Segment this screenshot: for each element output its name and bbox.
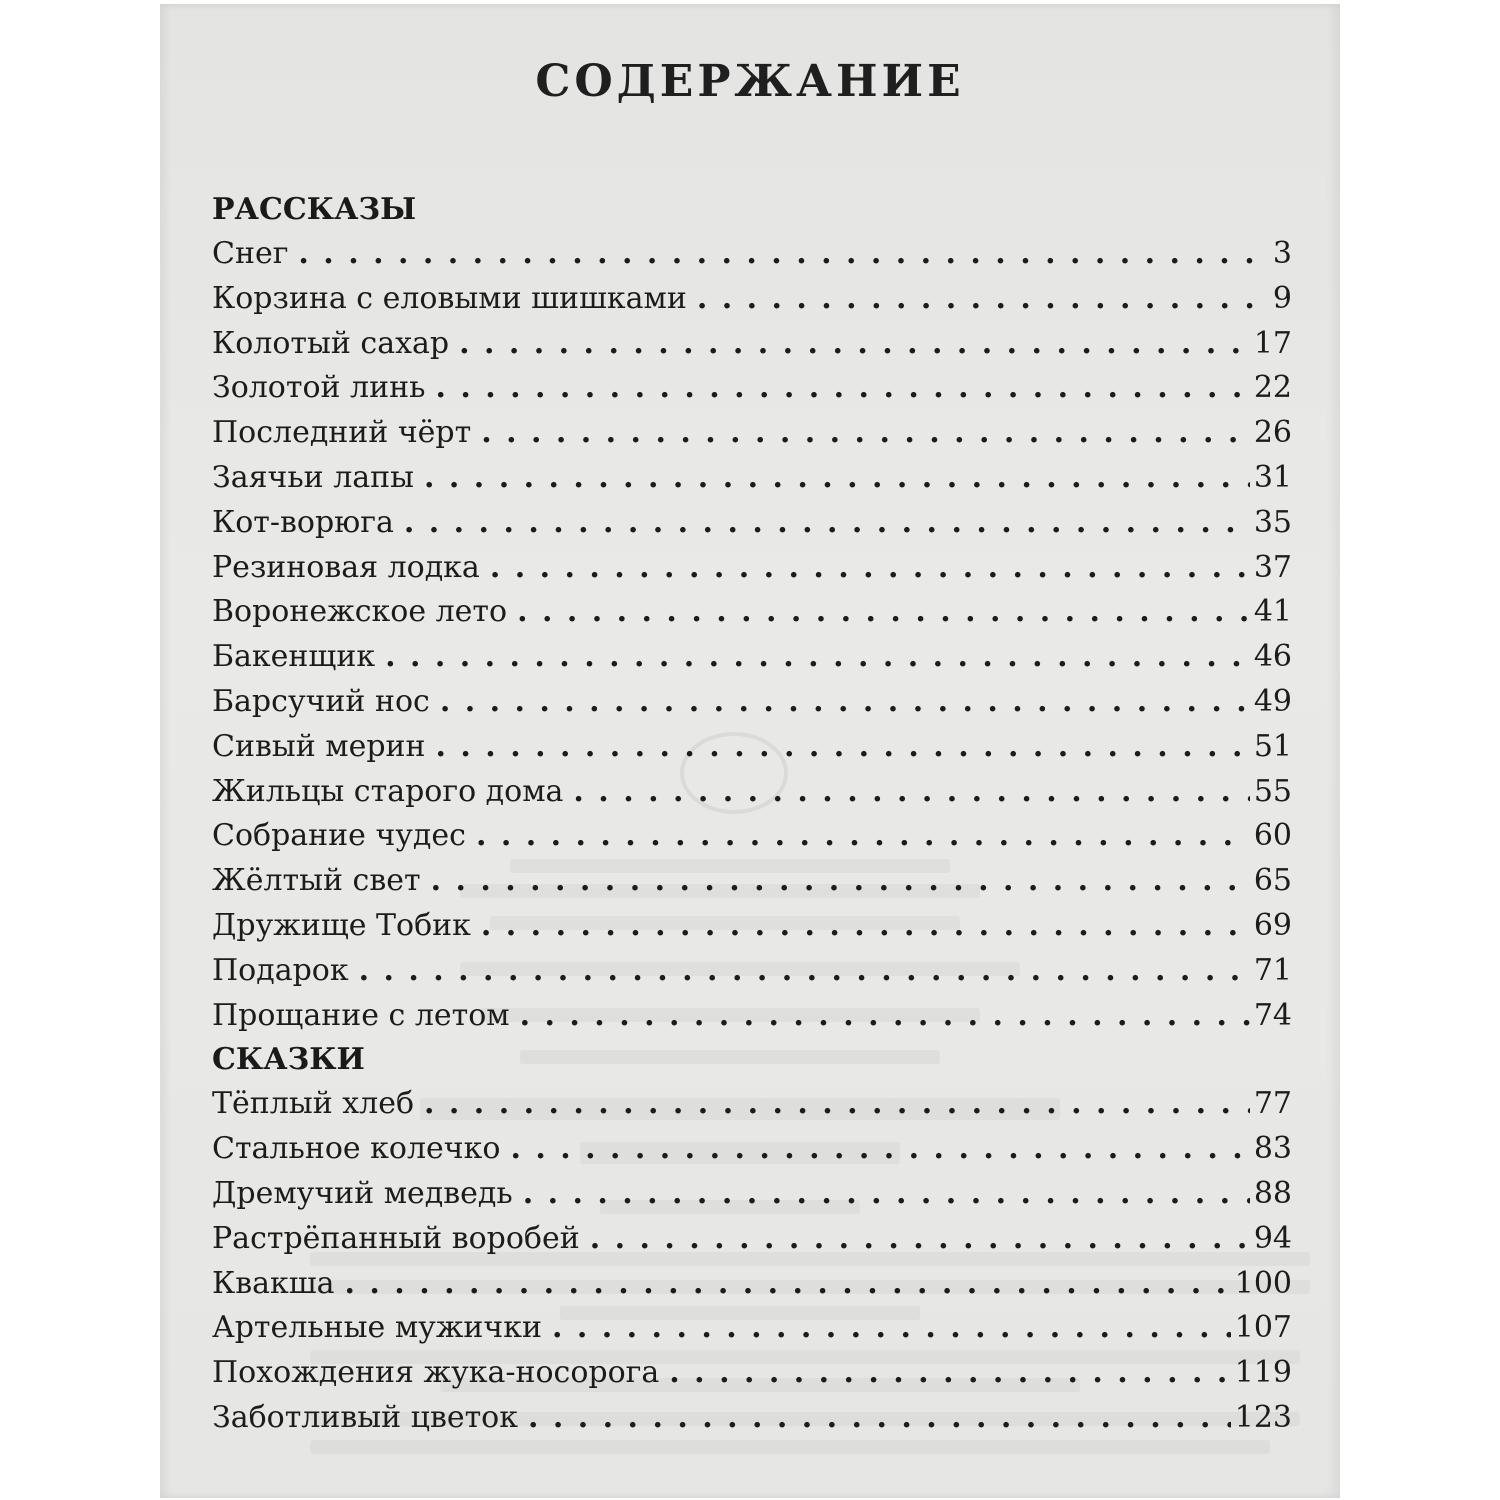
- dot-leader: [436, 725, 1250, 770]
- toc-entry: [212, 322, 1292, 367]
- toc-entry: [212, 232, 1292, 277]
- toc-entry: [212, 680, 1292, 725]
- toc-entry: [212, 1082, 1292, 1127]
- dot-leader: [481, 411, 1250, 456]
- toc-entry: [212, 1351, 1292, 1396]
- dot-leader: [520, 994, 1250, 1039]
- entry-page-number: 94: [1253, 1220, 1292, 1256]
- entry-page-number: 35: [1253, 504, 1292, 540]
- toc-entry: [212, 1262, 1292, 1307]
- entry-page-number: 46: [1253, 639, 1292, 675]
- dot-leader: [697, 277, 1269, 322]
- toc-entry: [212, 994, 1292, 1039]
- toc-entry: [212, 1127, 1292, 1172]
- dot-leader: [669, 1351, 1230, 1396]
- section-heading: РАССКАЗЫ: [212, 192, 417, 227]
- entry-title: Дружище Тобик: [212, 907, 471, 943]
- toc-entry: [212, 770, 1292, 815]
- toc-entry: [212, 366, 1292, 411]
- entry-title: Жильцы старого дома: [212, 773, 564, 809]
- entry-page-number: 55: [1253, 773, 1292, 809]
- toc-entry: [212, 546, 1292, 591]
- entry-page-number: 26: [1253, 415, 1292, 451]
- dot-leader: [523, 1172, 1250, 1217]
- dot-leader: [476, 814, 1250, 859]
- dot-leader: [385, 635, 1250, 680]
- book-page: [160, 4, 1340, 1498]
- entry-page-number: 41: [1253, 594, 1292, 630]
- entry-page-number: 49: [1253, 683, 1292, 719]
- entry-title: Похождения жука-носорога: [212, 1355, 660, 1391]
- dot-leader: [590, 1217, 1250, 1262]
- toc-entry: [212, 277, 1292, 322]
- entry-page-number: 3: [1272, 236, 1292, 271]
- entry-title: Колотый сахар: [212, 325, 450, 361]
- toc-entry: [212, 725, 1292, 770]
- entry-page-number: 17: [1253, 325, 1292, 361]
- toc-entry: [212, 501, 1292, 546]
- entry-title: Резиновая лодка: [212, 549, 480, 585]
- toc-entry: [212, 1306, 1292, 1351]
- dot-leader: [424, 1082, 1250, 1127]
- entry-title: Воронежское лето: [212, 594, 508, 630]
- dot-leader: [510, 1127, 1249, 1172]
- entry-title: Растрёпанный воробей: [212, 1220, 580, 1256]
- dot-leader: [431, 859, 1250, 904]
- dot-leader: [528, 1396, 1231, 1441]
- dot-leader: [298, 232, 1268, 277]
- toc-entry: [212, 411, 1292, 456]
- entry-page-number: 119: [1234, 1355, 1292, 1391]
- entry-title: Квакша: [212, 1265, 335, 1301]
- entry-title: Тёплый хлеб: [212, 1086, 415, 1122]
- dot-leader: [490, 546, 1250, 591]
- dot-leader: [359, 949, 1250, 994]
- entry-page-number: 37: [1253, 549, 1292, 585]
- toc-entry: [212, 814, 1292, 859]
- entry-title: Сивый мерин: [212, 728, 426, 764]
- toc-entry: [212, 456, 1292, 501]
- toc-entry: [212, 859, 1292, 904]
- entry-title: Корзина с еловыми шишками: [212, 280, 687, 316]
- toc-entry: [212, 590, 1292, 635]
- entry-title: Последний чёрт: [212, 415, 472, 451]
- entry-title: Снег: [212, 236, 289, 271]
- entry-page-number: 100: [1234, 1265, 1292, 1301]
- entry-page-number: 22: [1253, 370, 1292, 406]
- toc-entry: [212, 1217, 1292, 1262]
- entry-page-number: 69: [1253, 907, 1292, 943]
- dot-leader: [345, 1262, 1231, 1307]
- entry-page-number: 51: [1253, 728, 1292, 764]
- entry-title: Золотой линь: [212, 370, 426, 406]
- entry-title: Жёлтый свет: [212, 863, 421, 899]
- dot-leader: [573, 770, 1249, 815]
- entry-page-number: 77: [1253, 1086, 1292, 1122]
- entry-title: Дремучий медведь: [212, 1175, 513, 1211]
- entry-page-number: 74: [1253, 997, 1292, 1033]
- entry-page-number: 83: [1253, 1131, 1292, 1167]
- entry-title: Заботливый цветок: [212, 1399, 518, 1435]
- toc-entry: [212, 949, 1292, 994]
- dot-leader: [435, 366, 1249, 411]
- entry-title: Прощание с летом: [212, 997, 510, 1033]
- toc-entry: [212, 1396, 1292, 1441]
- entry-title: Бакенщик: [212, 639, 376, 675]
- entry-page-number: 31: [1253, 459, 1292, 495]
- dot-leader: [404, 501, 1250, 546]
- toc-entry: [212, 1172, 1292, 1217]
- entry-title: Подарок: [212, 952, 349, 988]
- toc-entry: [212, 635, 1292, 680]
- dot-leader: [459, 322, 1250, 367]
- entry-page-number: 107: [1234, 1310, 1292, 1346]
- dot-leader: [552, 1306, 1231, 1351]
- dot-leader: [481, 904, 1250, 949]
- entry-title: Барсучий нос: [212, 683, 430, 719]
- entry-page-number: 9: [1272, 280, 1292, 316]
- toc-entry: [212, 904, 1292, 949]
- dot-leader: [517, 590, 1250, 635]
- entry-page-number: 123: [1234, 1399, 1292, 1435]
- entry-page-number: 65: [1253, 863, 1292, 899]
- entry-page-number: 60: [1253, 818, 1292, 854]
- entry-title: Собрание чудес: [212, 818, 466, 854]
- dot-leader: [440, 680, 1250, 725]
- entry-title: Артельные мужички: [212, 1310, 542, 1346]
- section-heading: СКАЗКИ: [212, 1042, 365, 1078]
- entry-page-number: 71: [1253, 952, 1292, 988]
- entry-title: Стальное колечко: [212, 1131, 501, 1167]
- entry-title: Заячьи лапы: [212, 459, 415, 495]
- table-of-contents: [212, 188, 1292, 1441]
- entry-page-number: 88: [1253, 1175, 1292, 1211]
- entry-title: Кот-ворюга: [212, 504, 394, 540]
- page-title: СОДЕРЖАНИЕ: [535, 56, 965, 107]
- dot-leader: [424, 456, 1250, 501]
